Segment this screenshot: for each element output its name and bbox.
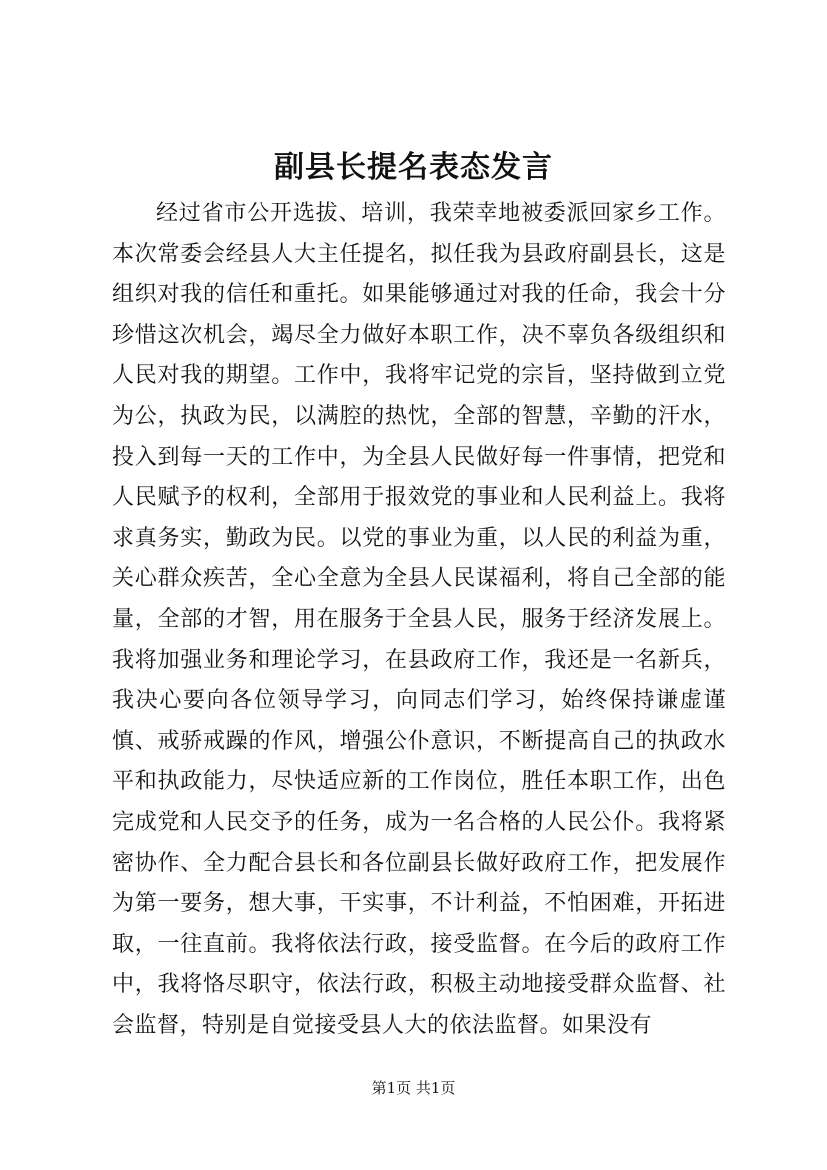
document-body-paragraph: 经过省市公开选拔、培训，我荣幸地被委派回家乡工作。本次常委会经县人大主任提名，拟任我为县政府副县长，这是组织对我的信任和重托。如果能够通过对我的任命，我会十分珍惜这次机会，竭尽全力做好本职工作，决不辜负各级组织和人民对我的期望。工作中，我将牢记党的宗旨，坚持做到立党为公，执政为民，以满腔的热忱，全部的智慧，辛勤的汗水，投入到每一天的工作中，为全县人民做好每一件事情，把党和人民赋予的权利，全部用于报效党的事业和人民利益上。我将求真务实，勤政为民。以党的事业为重，以人民的利益为重，关心群众疾苦，全心全意为全县人民谋福利，将自己全部的能量，全部的才智，用在服务于全县人民，服务于经济发展上。我将加强业务和理论学习，在县政府工作，我还是一名新兵，我决心要向各位领导学习，向同志们学习，始终保持谦虚谨慎、戒骄戒躁的作风，增强公仆意识，不断提高自己的执政水平和执政能力，尽快适应新的工作岗位，胜任本职工作，出色完成党和人民交予的任务，成为一名合格的人民公仆。我将紧密协作、全力配合县长和各位副县长做好政府工作，把发展作为第一要务，想大事，干实事，不计利益，不怕困难，开拓进取，一往直前。我将依法行政，接受监督。在今后的政府工作中，我将恪尽职守，依法行政，积极主动地接受群众监督、社会监督，特别是自觉接受县人大的依法监督。如果没有: [112, 201, 726, 1038]
document-title: 副县长提名表态发言: [274, 150, 553, 185]
page-footer: 第1页 共1页: [371, 1079, 456, 1097]
